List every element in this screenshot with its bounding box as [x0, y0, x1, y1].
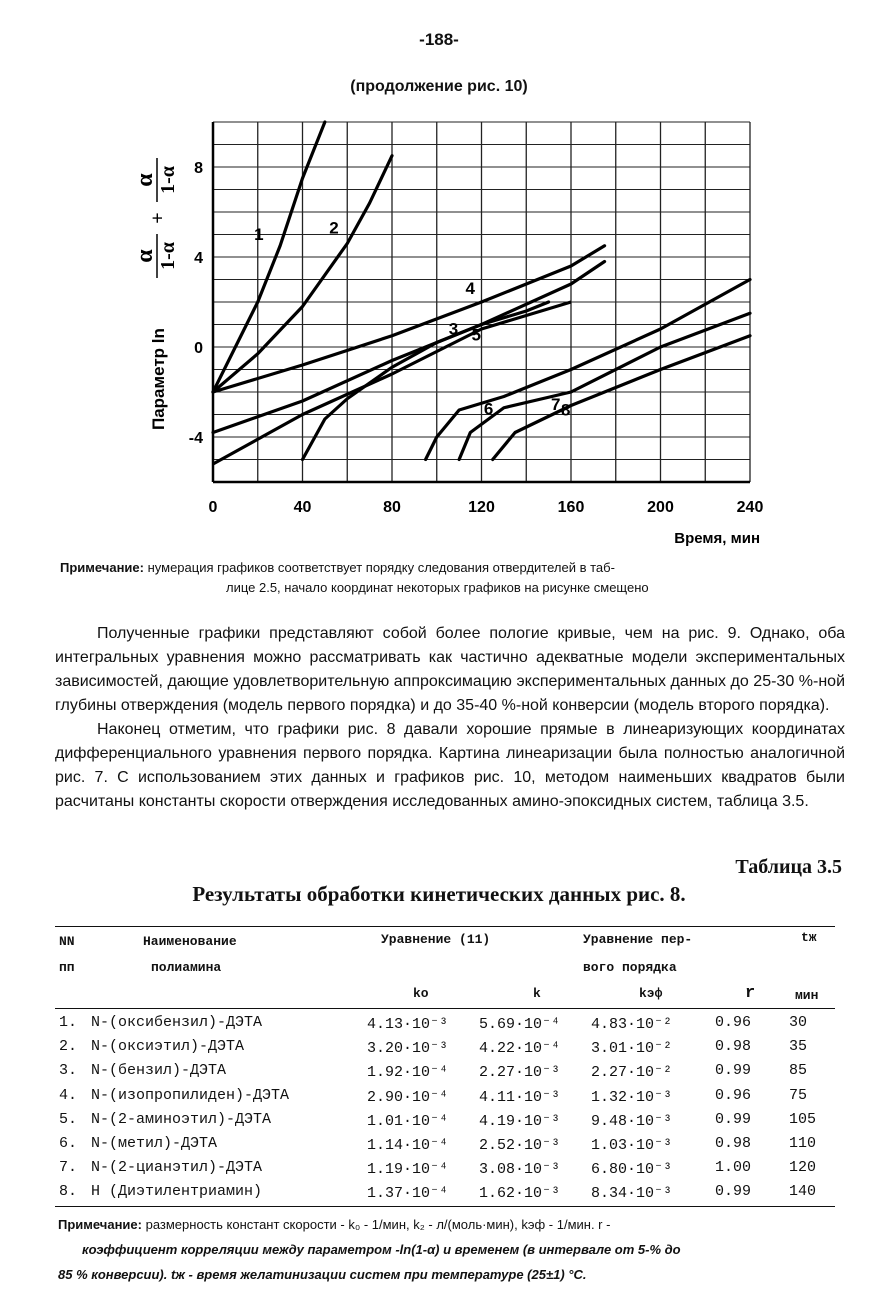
svg-text:1-α: 1-α: [157, 242, 179, 270]
row-number: 7.: [59, 1159, 78, 1177]
header-nn: NN: [59, 934, 75, 949]
table-title: Результаты обработки кинетических данных рис. 8.: [192, 882, 686, 906]
table-header-rule: [55, 1008, 835, 1009]
table-row: [55, 1087, 835, 1111]
row-t: 120: [789, 1159, 817, 1177]
row-r: 0.98: [715, 1038, 752, 1056]
row-name: N-(2-аминоэтил)-ДЭТА: [91, 1110, 272, 1128]
row-name: N-(бензил)-ДЭТА: [91, 1062, 227, 1080]
svg-text:+: +: [147, 212, 169, 224]
row-r: 0.96: [715, 1086, 752, 1104]
figure-caption: (продолжение рис. 10): [350, 78, 528, 95]
row-t: 35: [789, 1038, 808, 1056]
x-tick-label: 160: [557, 499, 585, 516]
body-text: [55, 622, 845, 814]
series-label-1: 1: [254, 224, 264, 244]
figure-note-line2: лице 2.5, начало координат некоторых графиков на рисунке смещено: [226, 580, 649, 595]
header-eq1-a: Уравнение пер-: [583, 932, 693, 947]
row-k: 4.22·10⁻⁴: [479, 1040, 561, 1058]
x-tick-label: 200: [647, 499, 674, 516]
row-k: 4.11·10⁻³: [479, 1088, 561, 1106]
row-name: Н (Диэтилентриамин): [91, 1183, 263, 1201]
row-k: 2.27·10⁻³: [479, 1064, 561, 1082]
x-tick-label: 80: [383, 499, 401, 516]
header-eq11: Уравнение (11): [381, 932, 491, 947]
table-note-label: Примечание:: [58, 1217, 142, 1232]
page-number: -188-: [419, 30, 459, 49]
table-note-line2: коэффициент корреляции между параметром -ln(1-α) и временем (в интервале от 5-% до: [82, 1242, 681, 1257]
table-row: [55, 1183, 835, 1207]
row-number: 8.: [59, 1183, 78, 1201]
x-tick-label: 40: [293, 499, 312, 516]
row-t: 85: [789, 1062, 808, 1080]
row-keff: 1.32·10⁻³: [591, 1088, 673, 1106]
x-tick-label: 0: [208, 499, 218, 516]
series-label-2: 2: [329, 218, 339, 238]
header-pp: пп: [59, 960, 75, 975]
row-t: 140: [789, 1183, 817, 1201]
y-tick-label: -4: [188, 430, 203, 447]
series-label-4: 4: [465, 279, 475, 298]
series-line-8: [493, 336, 750, 460]
y-tick-label: 0: [194, 340, 203, 357]
series-label-6: 6: [483, 399, 494, 419]
y-tick-label: 8: [194, 160, 203, 177]
row-number: 4.: [59, 1086, 78, 1104]
row-t: 110: [789, 1135, 817, 1152]
header-k: k: [533, 986, 541, 1001]
row-number: 1.: [59, 1014, 78, 1031]
row-number: 2.: [59, 1038, 78, 1056]
row-k0: 3.20·10⁻³: [367, 1040, 449, 1058]
row-k0: 2.90·10⁻⁴: [367, 1088, 449, 1106]
svg-text:α: α: [132, 173, 158, 187]
table-top-rule: [55, 926, 835, 927]
row-keff: 4.83·10⁻²: [591, 1016, 673, 1033]
header-eq1-b: вого порядка: [583, 960, 677, 975]
row-name: N-(изопропилиден)-ДЭТА: [91, 1086, 290, 1104]
row-name: N-(оксиэтил)-ДЭТА: [91, 1038, 245, 1056]
series-line-7: [459, 313, 750, 459]
header-t: tж: [801, 930, 817, 945]
x-axis-label: Время, мин: [674, 530, 760, 547]
row-k: 1.62·10⁻³: [479, 1185, 561, 1203]
header-name-1: Наименование: [143, 934, 237, 949]
table-note-line3: 85 % конверсии). tж - время желатинизации систем при температуре (25±1) °С.: [58, 1267, 587, 1282]
series-label-7: 7: [551, 395, 561, 414]
table-bottom-rule: [55, 1206, 835, 1207]
row-k: 3.08·10⁻³: [479, 1161, 561, 1179]
row-r: 0.99: [715, 1062, 752, 1080]
row-number: 5.: [59, 1110, 78, 1128]
row-r: 0.99: [715, 1110, 752, 1128]
row-k0: 1.19·10⁻⁴: [367, 1161, 449, 1179]
header-keff: kэф: [639, 986, 663, 1001]
table-label: Таблица 3.5: [735, 856, 842, 878]
y-tick-label: 4: [194, 250, 203, 267]
row-keff: 3.01·10⁻²: [591, 1040, 673, 1058]
table-row: [55, 1038, 835, 1062]
paragraph-1: Полученные графики представляют собой более пологие кривые, чем на рис. 9. Однако, оба интегральных уравнения можно рассматривать как частично адекватные модели экспериментальных зависимостей, дающие удовлетворительную аппроксимацию экспериментальных данных до 25-30 %-ной глубины отверждения (модель первого порядка) и до 35-40 %-ной конверсии (модель второго порядка).: [55, 625, 845, 714]
row-number: 6.: [59, 1135, 78, 1152]
row-name: N-(метил)-ДЭТА: [91, 1135, 218, 1152]
row-k0: 1.37·10⁻⁴: [367, 1185, 449, 1203]
row-number: 3.: [59, 1062, 78, 1080]
header-r: r: [745, 984, 756, 1003]
kinetics-chart: [130, 110, 830, 550]
svg-text:α: α: [132, 249, 158, 263]
figure-note-label: Примечание:: [60, 560, 144, 575]
header-k0: kо: [413, 986, 429, 1001]
figure-note: [60, 558, 840, 598]
table-row: [55, 1159, 835, 1183]
row-k0: 1.14·10⁻⁴: [367, 1137, 449, 1154]
x-tick-label: 240: [736, 499, 764, 516]
row-r: 0.96: [715, 1014, 752, 1031]
row-k: 5.69·10⁻⁴: [479, 1016, 561, 1033]
series-label-8: 8: [561, 400, 571, 420]
paragraph-2: Наконец отметим, что графики рис. 8 давали хорошие прямые в линеаризующих координатах дифференциального уравнения первого порядка. Картина линеаризации была полностью аналогичной рис. 7. С использованием этих данных и графиков рис. 10, методом наименьших квадратов были расчитаны константы скорости отверждения исследованных амино-эпоксидных систем, таблица 3.5.: [55, 721, 845, 810]
table-row: [55, 1111, 835, 1135]
row-r: 0.98: [715, 1135, 752, 1152]
row-t: 105: [789, 1110, 817, 1128]
table-row: [55, 1014, 835, 1038]
row-keff: 6.80·10⁻³: [591, 1161, 673, 1179]
y-axis-label-prefix: Параметр ln: [149, 328, 168, 430]
row-name: N-(оксибензил)-ДЭТА: [91, 1014, 263, 1031]
table-note: [58, 1212, 848, 1287]
figure-note-line1: нумерация графиков соответствует порядку следования отвердителей в таб-: [143, 560, 615, 575]
row-k0: 1.01·10⁻⁴: [367, 1112, 449, 1130]
row-name: N-(2-цианэтил)-ДЭТА: [91, 1159, 263, 1177]
row-t: 30: [789, 1014, 808, 1031]
row-r: 1.00: [715, 1159, 752, 1177]
series-label-5: 5: [471, 325, 481, 345]
header-min: мин: [795, 988, 819, 1003]
row-k: 2.52·10⁻³: [479, 1137, 561, 1154]
row-keff: 8.34·10⁻³: [591, 1185, 673, 1203]
x-tick-label: 120: [468, 499, 495, 516]
row-keff: 2.27·10⁻²: [591, 1064, 673, 1082]
series-label-3: 3: [448, 319, 459, 339]
table-row: [55, 1135, 835, 1159]
header-name-2: полиамина: [151, 960, 222, 975]
row-keff: 1.03·10⁻³: [591, 1137, 673, 1154]
row-keff: 9.48·10⁻³: [591, 1112, 673, 1130]
row-k0: 4.13·10⁻³: [367, 1016, 449, 1033]
row-r: 0.99: [715, 1183, 752, 1201]
y-axis-fraction-label: [132, 158, 179, 278]
table-note-line1: размерность констант скорости - k₀ - 1/мин, k₂ - л/(моль·мин), kэф - 1/мин. r -: [141, 1217, 611, 1232]
row-k0: 1.92·10⁻⁴: [367, 1064, 449, 1082]
row-k: 4.19·10⁻³: [479, 1112, 561, 1130]
table-row: [55, 1062, 835, 1086]
row-t: 75: [789, 1086, 808, 1104]
svg-text:1-α: 1-α: [157, 166, 179, 194]
